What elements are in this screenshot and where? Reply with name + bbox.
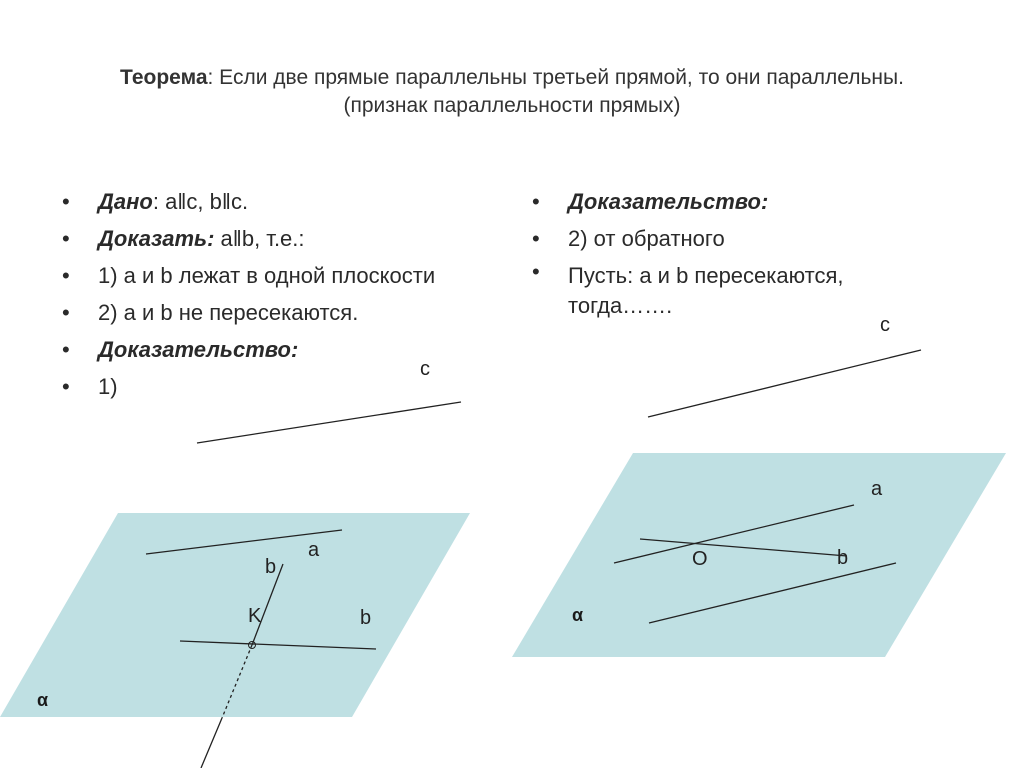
given-label: Дано	[98, 189, 153, 214]
left-figure	[0, 358, 470, 768]
proof-step-2: • 2) от обратного	[532, 220, 952, 257]
left-label-c: c	[420, 358, 430, 380]
right-label-alpha: α	[572, 605, 584, 625]
theorem-text: : Если две прямые параллельны третьей прямой, то они параллельны.	[207, 66, 904, 89]
left-label-b-top: b	[265, 556, 277, 578]
proof-label-left: Доказательство:	[98, 337, 299, 362]
prove-text: a‖b, т.е.:	[214, 226, 305, 251]
given-text: : a‖c, b‖c.	[152, 189, 249, 214]
proof-step-1: • 1)	[62, 368, 522, 405]
condition-item-1: • 1) a и b лежат в одной плоскости	[62, 257, 522, 294]
left-label-b-right: b	[360, 607, 372, 629]
right-label-o: O	[692, 548, 708, 570]
right-label-c: c	[880, 314, 890, 336]
left-label-alpha: α	[37, 690, 49, 710]
right-label-a: a	[871, 478, 883, 500]
proof-step-3: • Пусть: a и b пересекаются, тогда…….	[532, 257, 952, 321]
right-line-c	[648, 350, 921, 417]
right-label-b: b	[837, 547, 849, 569]
left-line-c	[197, 402, 461, 443]
theorem-subtitle: (признак параллельности прямых)	[343, 94, 681, 117]
left-label-a: a	[308, 539, 320, 561]
condition-item-2: • 2) a и b не пересекаются.	[62, 294, 522, 331]
prove-label: Доказать:	[98, 226, 215, 251]
left-label-k: K	[248, 605, 262, 627]
proof-label-right: Доказательство:	[568, 189, 769, 214]
left-line-b-below	[201, 718, 222, 768]
right-figure	[512, 314, 1006, 657]
theorem-word: Теорема	[120, 66, 208, 89]
right-plane-alpha	[512, 453, 1006, 657]
